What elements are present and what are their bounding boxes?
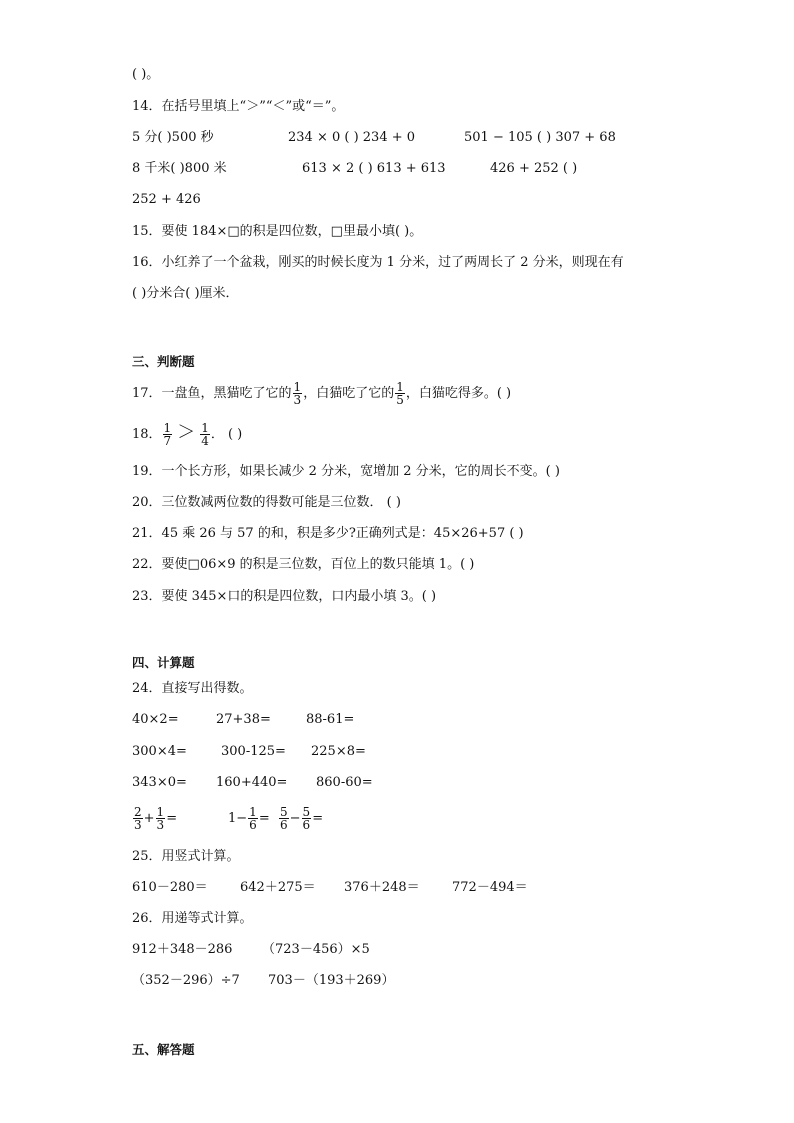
- q25-item-3: 376＋248＝: [344, 880, 420, 895]
- q15: 15．要使 184×□的积是四位数，□里最小填( )。: [132, 224, 423, 239]
- q24-r2-c2: 300-125=: [221, 744, 286, 759]
- section-5-heading: 五、解答题: [132, 1042, 195, 1057]
- fraction-one-third: $\frac{1}{3}$: [293, 380, 302, 407]
- q22: 22．要使□06×9 的积是三位数，百位上的数只能填 1。( ): [132, 557, 475, 572]
- q13-answer-blank: ( )。: [132, 67, 160, 82]
- q24-r3-c1: 343×0=: [132, 775, 187, 790]
- q16-line2: ( )分米合( )厘米．: [132, 286, 239, 301]
- q20: 20．三位数减两位数的得数可能是三位数． ( ): [132, 495, 401, 510]
- q24-fraction-expr-1: $\frac{2}{3}$ + $\frac{1}{3}$ =: [134, 805, 178, 832]
- q14-compare-5: 613 × 2 ( ) 613 + 613: [302, 161, 446, 176]
- q24-title: 24．直接写出得数。: [132, 681, 253, 696]
- q16-line1: 16．小红养了一个盆栽，刚买的时候长度为 1 分米，过了两周长了 2 分米，则现在有: [132, 255, 624, 270]
- section-4-heading: 四、计算题: [132, 655, 195, 670]
- q14-compare-4: 8 千米( )800 米: [132, 161, 227, 176]
- q24-r3-c2: 160+440=: [216, 775, 288, 790]
- q17-text-b: ，白猫吃了它的: [303, 386, 395, 401]
- q17-text-a: 17．一盘鱼，黑猫吃了它的: [132, 386, 292, 401]
- greater-than-sign: ＞: [177, 422, 196, 443]
- q26-item-1: 912＋348－286: [132, 942, 233, 957]
- q24-r2-c1: 300×4=: [132, 744, 187, 759]
- q17-text-c: ，白猫吃得多。( ): [405, 386, 512, 401]
- q14-compare-6: 426 + 252 ( ): [490, 161, 578, 176]
- q14-compare-1: 5 分( )500 秒: [132, 130, 214, 145]
- q14-title: 14．在括号里填上“＞”“＜”或“＝”。: [132, 99, 345, 114]
- q14-compare-3: 501 − 105 ( ) 307 + 68: [464, 130, 616, 145]
- q14-compare-2: 234 × 0 ( ) 234 + 0: [288, 130, 416, 145]
- q25-item-2: 642＋275＝: [240, 880, 316, 895]
- q25-item-1: 610－280＝: [132, 880, 208, 895]
- section-3-heading: 三、判断题: [132, 354, 195, 369]
- q17: [132, 380, 511, 408]
- q24-r1-c3: 88-61=: [306, 712, 355, 727]
- fraction-one-fourth: $\frac{1}{4}$: [201, 421, 209, 448]
- q23: 23．要使 345×口的积是四位数，口内最小填 3。( ): [132, 589, 437, 604]
- q18: 18． $\frac{1}{7}$ ＞ $\frac{1}{4}$ ． ( ): [132, 421, 243, 448]
- q14-compare-6-right: 252 + 426: [132, 192, 201, 207]
- q24-r1-c1: 40×2=: [132, 712, 179, 727]
- q24-fraction-expr-3: $\frac{5}{6}$ − $\frac{5}{6}$ =: [280, 805, 324, 832]
- q26-item-4: 703－（193＋269）: [268, 973, 395, 988]
- q21: 21．45 乘 26 与 57 的和，积是多少?正确列式是：45×26+57 ( ): [132, 526, 524, 541]
- q26-item-2: （723－456）×5: [262, 942, 370, 957]
- q26-title: 26．用递等式计算。: [132, 911, 253, 926]
- q26-item-3: （352－296）÷7: [132, 973, 240, 988]
- fraction-one-fifth: $\frac{1}{5}$: [396, 380, 404, 407]
- q19: 19．一个长方形，如果长减少 2 分米，宽增加 2 分米，它的周长不变。( ): [132, 464, 560, 479]
- q24-r2-c3: 225×8=: [311, 744, 366, 759]
- q25-item-4: 772－494＝: [452, 880, 528, 895]
- q24-r3-c3: 860-60=: [316, 775, 373, 790]
- q24-fraction-expr-2: 1− $\frac{1}{6}$ =: [228, 805, 270, 832]
- fraction-one-seventh: $\frac{1}{7}$: [163, 421, 172, 448]
- q25-title: 25．用竖式计算。: [132, 849, 240, 864]
- q24-r1-c2: 27+38=: [216, 712, 271, 727]
